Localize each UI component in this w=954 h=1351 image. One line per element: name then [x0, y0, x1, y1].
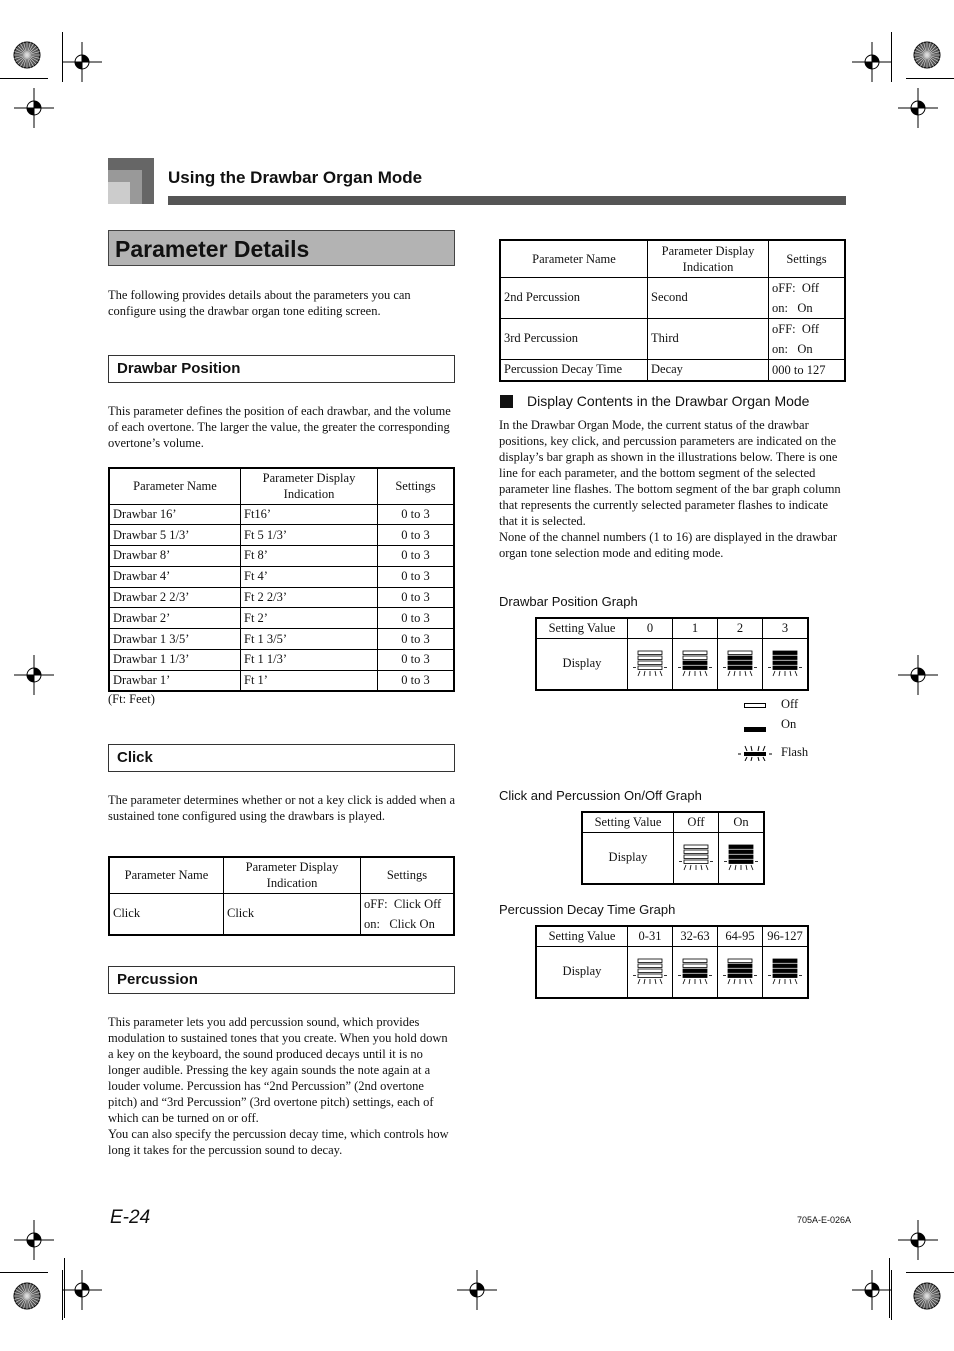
drawbar-table: [108, 467, 455, 692]
lcd-bar-icon: [722, 644, 758, 680]
bar-segment: [683, 661, 707, 665]
section-header-title: Using the Drawbar Organ Mode: [168, 168, 423, 187]
setting-value: On: [719, 812, 765, 832]
bar-segment: [684, 845, 708, 849]
bar-segment: [729, 860, 753, 864]
bar-segment: [683, 666, 707, 670]
registration-mark-icon: [898, 88, 938, 128]
bar-segment: [728, 969, 752, 973]
percussion-table: [499, 239, 846, 382]
param-name: 3rd Percussion: [500, 318, 648, 359]
registration-mark-icon: [852, 42, 892, 82]
bar-segment: [683, 969, 707, 973]
crop-line: [62, 1270, 63, 1320]
graph2-caption: Click and Percussion On/Off Graph: [499, 788, 702, 803]
bar-segment: [729, 850, 753, 854]
setting-value: 3: [763, 618, 809, 638]
registration-mark-icon: [852, 1270, 892, 1310]
bar-segment: [638, 666, 662, 670]
setting-value: 96-127: [763, 926, 809, 946]
param-display: Ft 2 2/3’: [241, 587, 378, 608]
registration-mark-icon: [457, 1270, 497, 1310]
bar-segment: [773, 964, 797, 968]
param-name: 2nd Percussion: [500, 277, 648, 318]
percussion-text-2: You can also specify the percussion decay time, which controls how long it takes for the percussion sound to decay.: [108, 1127, 449, 1157]
graph-value-row: [536, 926, 808, 946]
bar-segment: [638, 656, 662, 660]
percussion-decay-graph: [535, 925, 809, 999]
bar-segment: [728, 959, 752, 963]
setting-line: oFF: Off: [772, 321, 820, 336]
param-name: Drawbar 2’: [109, 608, 241, 629]
bar-segment: [638, 969, 662, 973]
bar-segment: [683, 974, 707, 978]
percussion-text-1: This parameter lets you add percussion sound, which provides modulation to sustained tones that you create. When you hold down a key on the keyboard, the sound produced decays until it is no longer audible. Pressing the key again sounds the note again at a louder volume. Percussion has “2nd Percussion” (2nd overtone pitch) and “3rd Percussion” (3rd overtone pitch) settings, each of which can be turned on or off.: [108, 1015, 448, 1125]
color-target-icon: [913, 41, 941, 69]
display-label: Display: [536, 638, 628, 690]
param-display: Ft 8’: [241, 546, 378, 567]
param-display: Ft 1 3/5’: [241, 629, 378, 650]
display-cell: [718, 638, 763, 690]
display-cell: [763, 946, 809, 998]
param-name: Drawbar 2 2/3’: [109, 587, 241, 608]
table-row: [109, 525, 454, 546]
bar-segment: [728, 656, 752, 660]
param-display: Ft 1’: [241, 670, 378, 691]
param-settings: 0 to 3: [378, 587, 455, 608]
bar-segment: [773, 969, 797, 973]
col-header: Parameter Display Indication: [648, 240, 769, 277]
bar-segment: [773, 959, 797, 963]
registration-mark-icon: [14, 655, 54, 695]
bar-segment: [773, 974, 797, 978]
setting-value: 0-31: [628, 926, 673, 946]
header-block-inner-light: [108, 182, 130, 204]
table-row: [109, 670, 454, 691]
table-row: [109, 608, 454, 629]
param-display: Click: [224, 893, 361, 935]
on-segment-icon: [744, 727, 766, 732]
param-display: Ft 4’: [241, 566, 378, 587]
setting-value: 32-63: [673, 926, 718, 946]
off-segment-icon: [744, 703, 766, 708]
param-settings: [361, 893, 455, 935]
setting-value-label: Setting Value: [536, 618, 628, 638]
display-cell: [763, 638, 809, 690]
bar-segment: [683, 964, 707, 968]
table-row: [500, 277, 845, 318]
bar-segment: [683, 959, 707, 963]
graph-display-row: [536, 946, 808, 998]
param-settings: 0 to 3: [378, 650, 455, 671]
param-display: Third: [648, 318, 769, 359]
graph-display-row: [582, 832, 764, 884]
lcd-bar-icon: [767, 644, 803, 680]
setting-line: on: Click On: [364, 916, 435, 931]
percussion-text: [108, 1014, 456, 1158]
setting-value-label: Setting Value: [536, 926, 628, 946]
table-row: [109, 587, 454, 608]
col-header: Parameter Name: [109, 468, 241, 504]
document-code: 705A-E-026A: [797, 1215, 852, 1225]
header-rule: [168, 196, 846, 205]
page-title: Parameter Details: [108, 230, 455, 266]
bar-segment: [729, 845, 753, 849]
param-name: Drawbar 1 3/5’: [109, 629, 241, 650]
col-header: Parameter Name: [500, 240, 648, 277]
bar-segment: [684, 855, 708, 859]
bar-segment: [728, 964, 752, 968]
lcd-bar-icon: [722, 952, 758, 988]
setting-line: oFF: Click Off: [364, 896, 442, 911]
bar-segment: [684, 860, 708, 864]
crop-line: [0, 1272, 48, 1273]
crop-line: [62, 32, 63, 82]
setting-value-label: Setting Value: [582, 812, 674, 832]
param-settings: 0 to 3: [378, 629, 455, 650]
param-settings: 0 to 3: [378, 566, 455, 587]
crop-line: [891, 1270, 892, 1320]
crop-line: [906, 1272, 954, 1273]
display-cell: [628, 946, 673, 998]
registration-mark-icon: [62, 42, 102, 82]
param-display: Decay: [648, 359, 769, 381]
param-name: Drawbar 1 1/3’: [109, 650, 241, 671]
display-text-1: In the Drawbar Organ Mode, the current status of the drawbar positions, key click, and percussion parameters are indicated on the display’s bar graph as shown in the illustrations below. There is one line for each parameter, and the bottom segment of the selected parameter line flashes. The bottom segment of the bar graph column that represents the currently selected parameter flashes to indicate that it is selected.: [499, 418, 841, 528]
graph-value-row: [582, 812, 764, 832]
display-cell: [718, 946, 763, 998]
display-contents-heading: Display Contents in the Drawbar Organ Mode: [527, 393, 810, 409]
flash-segment-icon: [738, 745, 772, 761]
setting-value: 2: [718, 618, 763, 638]
display-cell: [674, 832, 719, 884]
param-display: Ft 2’: [241, 608, 378, 629]
bar-segment: [638, 661, 662, 665]
table-row: [500, 359, 845, 381]
click-percussion-graph: [581, 811, 765, 885]
param-settings: 0 to 3: [378, 670, 455, 691]
graph3-caption: Percussion Decay Time Graph: [499, 902, 676, 917]
param-settings: 0 to 3: [378, 546, 455, 567]
display-contents-text: [499, 417, 847, 561]
bar-segment: [638, 959, 662, 963]
bar-segment: [728, 661, 752, 665]
bar-segment: [773, 656, 797, 660]
table-row: [109, 504, 454, 525]
drawbar-text: This parameter defines the position of each drawbar, and the volume of each overtone. The larger the value, the greater the corresponding overtone’s volume.: [108, 404, 451, 450]
crop-line: [0, 78, 48, 79]
col-header: Settings: [361, 857, 455, 893]
setting-line: 000 to 127: [772, 362, 826, 377]
param-name: Drawbar 8’: [109, 546, 241, 567]
bar-segment: [638, 651, 662, 655]
param-name: Drawbar 16’: [109, 504, 241, 525]
color-target-icon: [13, 41, 41, 69]
param-name: Percussion Decay Time: [500, 359, 648, 381]
param-display: Ft 1 1/3’: [241, 650, 378, 671]
display-label: Display: [536, 946, 628, 998]
graph-value-row: [536, 618, 808, 638]
col-header: Settings: [378, 468, 455, 504]
setting-line: on: On: [772, 300, 813, 315]
display-text-2: None of the channel numbers (1 to 16) are displayed in the drawbar organ tone selection mode and editing mode.: [499, 530, 838, 560]
display-cell: [628, 638, 673, 690]
param-name: Drawbar 5 1/3’: [109, 525, 241, 546]
param-display: Ft 5 1/3’: [241, 525, 378, 546]
setting-value: 1: [673, 618, 718, 638]
legend-off: Off: [781, 697, 799, 711]
param-settings: [769, 277, 846, 318]
click-table: [108, 856, 455, 936]
col-header: Parameter Display Indication: [224, 857, 361, 893]
drawbar-position-graph: [535, 617, 809, 691]
display-cell: [673, 946, 718, 998]
percussion-heading: Percussion: [108, 966, 455, 994]
crop-line: [906, 78, 954, 79]
param-display: Second: [648, 277, 769, 318]
lcd-bar-icon: [677, 644, 713, 680]
graph-display-row: [536, 638, 808, 690]
bar-segment: [638, 964, 662, 968]
drawbar-heading: Drawbar Position: [108, 355, 455, 383]
color-target-icon: [13, 1282, 41, 1310]
setting-value: 0: [628, 618, 673, 638]
bar-segment: [728, 974, 752, 978]
click-text: The parameter determines whether or not a key click is added when a sustained tone configured using the drawbars is played.: [108, 793, 456, 823]
param-settings: 0 to 3: [378, 504, 455, 525]
crop-line: [64, 1258, 65, 1318]
registration-mark-icon: [14, 1220, 54, 1260]
legend-on: On: [781, 717, 797, 731]
square-bullet-icon: [500, 395, 513, 408]
lcd-bar-icon: [767, 952, 803, 988]
lcd-bar-icon: [723, 838, 759, 874]
table-row: [109, 650, 454, 671]
crop-line: [889, 1258, 890, 1318]
param-settings: [769, 359, 846, 381]
feet-note: (Ft: Feet): [108, 692, 155, 706]
param-settings: 0 to 3: [378, 525, 455, 546]
table-row: [109, 546, 454, 567]
bar-segment: [638, 974, 662, 978]
param-name: Drawbar 4’: [109, 566, 241, 587]
registration-mark-icon: [14, 88, 54, 128]
display-cell: [673, 638, 718, 690]
bar-segment: [728, 666, 752, 670]
bar-segment: [684, 850, 708, 854]
bar-segment: [773, 661, 797, 665]
setting-line: oFF: Off: [772, 280, 820, 295]
registration-mark-icon: [898, 655, 938, 695]
display-label: Display: [582, 832, 674, 884]
setting-value: Off: [674, 812, 719, 832]
bar-segment: [729, 855, 753, 859]
col-header: Settings: [769, 240, 846, 277]
crop-line: [891, 32, 892, 82]
lcd-bar-icon: [632, 644, 668, 680]
setting-line: on: On: [772, 341, 813, 356]
bar-segment: [683, 651, 707, 655]
click-heading: Click: [108, 744, 455, 772]
page-number: E-24: [110, 1207, 151, 1228]
graph1-caption: Drawbar Position Graph: [499, 594, 638, 609]
display-cell: [719, 832, 765, 884]
registration-mark-icon: [62, 1270, 102, 1310]
table-row: [109, 566, 454, 587]
lcd-bar-icon: [678, 838, 714, 874]
bar-segment: [773, 666, 797, 670]
color-target-icon: [913, 1282, 941, 1310]
param-settings: 0 to 3: [378, 608, 455, 629]
bar-segment: [773, 651, 797, 655]
param-display: Ft16’: [241, 504, 378, 525]
param-name: Click: [109, 893, 224, 935]
bar-segment: [683, 656, 707, 660]
param-name: Drawbar 1’: [109, 670, 241, 691]
table-row: [500, 318, 845, 359]
table-row: [109, 629, 454, 650]
lcd-bar-icon: [632, 952, 668, 988]
col-header: Parameter Name: [109, 857, 224, 893]
intro-text: The following provides details about the parameters you can configure using the drawbar organ tone editing screen.: [108, 288, 411, 318]
registration-mark-icon: [898, 1220, 938, 1260]
param-settings: [769, 318, 846, 359]
col-header: Parameter Display Indication: [241, 468, 378, 504]
lcd-bar-icon: [677, 952, 713, 988]
legend-flash: Flash: [781, 745, 809, 759]
setting-value: 64-95: [718, 926, 763, 946]
bar-segment: [728, 651, 752, 655]
